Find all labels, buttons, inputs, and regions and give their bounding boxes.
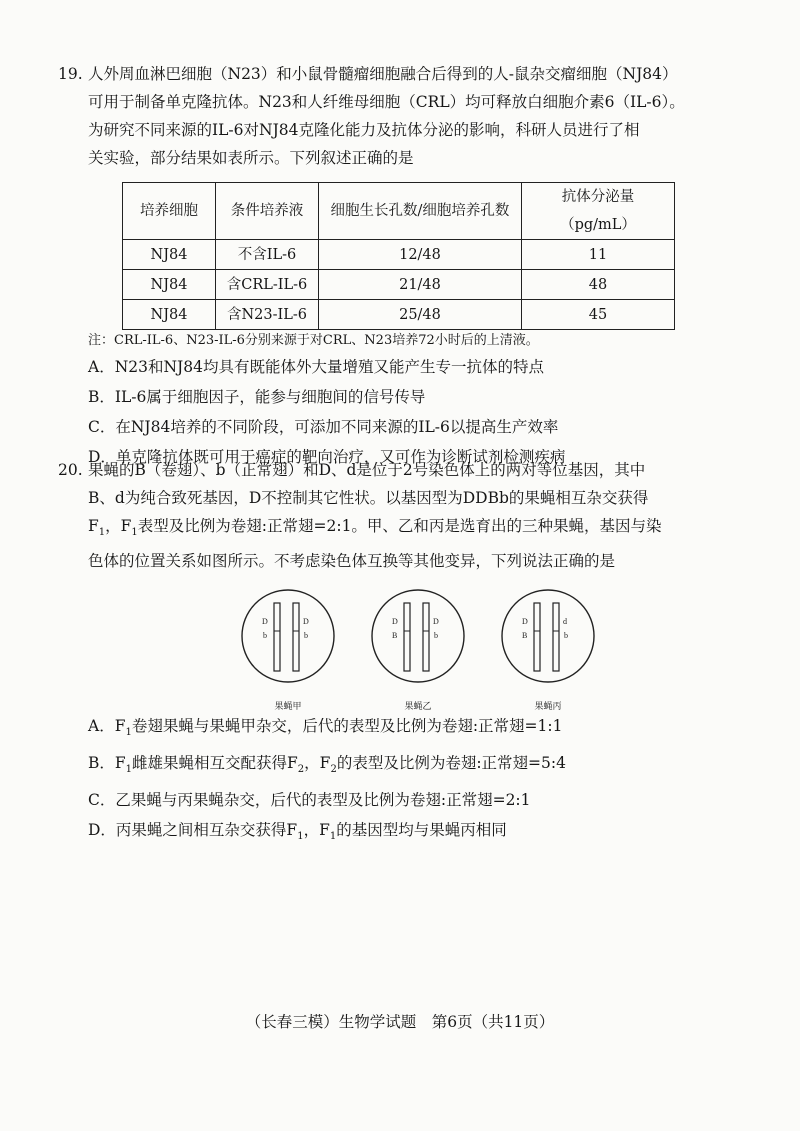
option-c: C．乙果蝇与丙果蝇杂交，后代的表型及比例为卷翅:正常翅=2:1 [88, 791, 531, 810]
option-d: D．丙果蝇之间相互杂交获得$F_1$，$F_1$的基因型均与果蝇丙相同 [88, 821, 507, 843]
option-b: B．IL-6属于细胞因子，能参与细胞间的信号传导 [88, 388, 426, 406]
option-a: A．N23和NJ84均具有既能体外大量增殖又能产生专一抗体的特点 [88, 358, 544, 376]
stem-line: B、d为纯合致死基因，D不控制其它性状。以基因型为DDBb的果蝇相互杂交获得 [88, 489, 649, 507]
allele-label: D [522, 617, 528, 627]
option-b: B．$F_1$雌雄果蝇相互交配获得$F_2$，$F_2$的表型及比例为卷翅:正常翅=5:4 [88, 754, 566, 776]
allele-label: D [433, 617, 439, 627]
table-cell: 45 [522, 300, 675, 330]
caption-fly-yi: 果蝇乙 [404, 702, 432, 713]
option-d: D．单克隆抗体既可用于癌症的靶向治疗，又可作为诊断试剂检测疾病 [88, 448, 566, 466]
table-cell: 12/48 [319, 240, 522, 270]
table-header-row [123, 183, 675, 240]
caption-fly-jia: 果蝇甲 [274, 702, 302, 713]
allele-label: b [263, 631, 267, 641]
table-note: 注：CRL-IL-6、N23-IL-6分别来源于对CRL、N23培养72小时后的上清液。 [88, 333, 539, 348]
chromosome-figure [88, 581, 728, 711]
fly-yi-cell [372, 590, 464, 682]
table-row [123, 300, 675, 330]
stem-line: 人外周血淋巴细胞（N23）和小鼠骨髓瘤细胞融合后得到的人-鼠杂交瘤细胞（NJ84） [88, 65, 678, 83]
chromosome-diagram [88, 581, 728, 711]
allele-label: b [434, 631, 438, 641]
table-cell: NJ84 [123, 300, 216, 330]
fly-bing-cell [502, 590, 594, 682]
table-cell: NJ84 [123, 240, 216, 270]
stem-line: $F_1$，$F_1$表型及比例为卷翅:正常翅=2:1。甲、乙和丙是选育出的三种果蝇，基因与染 [88, 517, 662, 539]
allele-label: B [522, 631, 528, 641]
page-footer: （长春三模）生物学试题 第6页（共11页） [245, 1013, 555, 1031]
question-number: 20. [58, 461, 83, 479]
question-number: 19. [58, 65, 83, 83]
results-table [122, 182, 675, 330]
table-cell: NJ84 [123, 270, 216, 300]
table-row [123, 240, 675, 270]
allele-label: b [304, 631, 308, 641]
option-c: C．在NJ84培养的不同阶段，可添加不同来源的IL-6以提高生产效率 [88, 418, 559, 436]
allele-label: D [303, 617, 309, 627]
table-row [123, 270, 675, 300]
table-cell: 不含IL-6 [216, 240, 319, 270]
stem-line: 关实验，部分结果如表所示。下列叙述正确的是 [88, 149, 414, 167]
allele-label: b [564, 631, 568, 641]
caption-fly-bing: 果蝇丙 [534, 702, 562, 713]
allele-label: d [563, 617, 567, 627]
question-20 [58, 456, 728, 852]
table-cell: 21/48 [319, 270, 522, 300]
stem-line: 为研究不同来源的IL-6对NJ84克隆化能力及抗体分泌的影响，科研人员进行了相 [88, 121, 640, 139]
table-header: 细胞生长孔数/细胞培养孔数 [319, 183, 522, 240]
option-a: A．$F_1$卷翅果蝇与果蝇甲杂交，后代的表型及比例为卷翅:正常翅=1:1 [88, 717, 563, 739]
table-cell: 含CRL-IL-6 [216, 270, 319, 300]
stem-line: 可用于制备单克隆抗体。N23和人纤维母细胞（CRL）均可释放白细胞介素6（IL-6）。 [88, 93, 685, 111]
table-header: 培养细胞 [123, 183, 216, 240]
allele-label: D [392, 617, 398, 627]
table-cell: 25/48 [319, 300, 522, 330]
table-header: 抗体分泌量（pg/mL） [522, 183, 675, 240]
stem-line: 果蝇的B（卷翅）、b（正常翅）和D、d是位于2号染色体上的两对等位基因，其中 [88, 461, 646, 479]
table-cell: 48 [522, 270, 675, 300]
allele-label: B [392, 631, 398, 641]
allele-label: D [262, 617, 268, 627]
table-header: 条件培养液 [216, 183, 319, 240]
stem-line: 色体的位置关系如图所示。不考虑染色体互换等其他变异，下列说法正确的是 [88, 552, 616, 571]
table-cell: 含N23-IL-6 [216, 300, 319, 330]
table-cell: 11 [522, 240, 675, 270]
fly-jia-cell [242, 590, 334, 682]
